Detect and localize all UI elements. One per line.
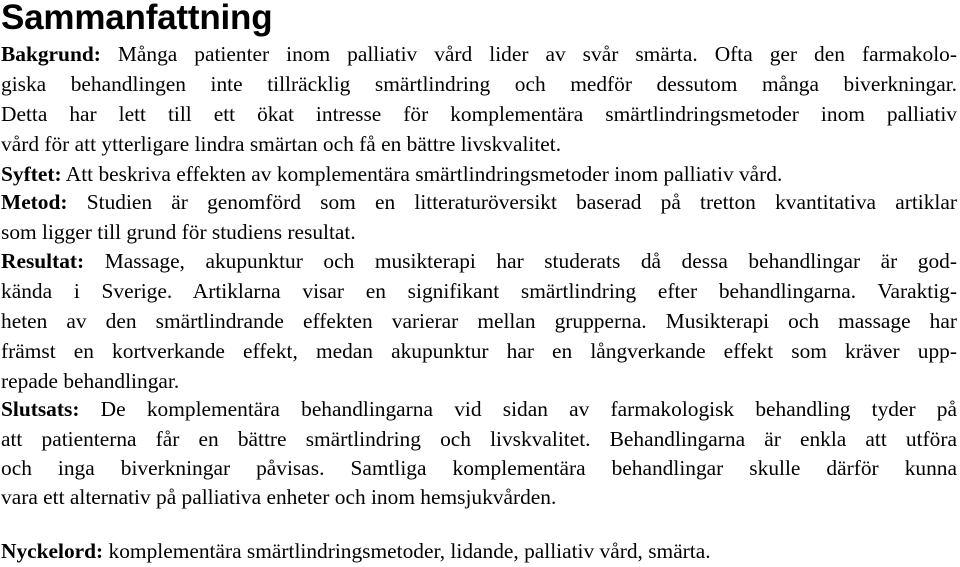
slutsats-line-2: att patienterna får en bättre smärtlindring och livskvalitet. Behandlingarna är enkla att utföra [1, 427, 957, 451]
bakgrund-label: Bakgrund: [1, 42, 101, 66]
metod-line-1 [1, 189, 957, 215]
bakgrund-line-1 [1, 41, 957, 67]
slutsats-line-3: och inga biverkningar påvisas. Samtliga komplementära behandlingar skulle därför kunna [1, 456, 957, 480]
metod-text: Studien är genomförd som en litteraturöversikt baserad på tretton kvantitativa artiklar [67, 190, 957, 214]
bakgrund-line-4: vård för att ytterligare lindra smärtan och få en bättre livskvalitet. [1, 132, 562, 156]
resultat-line-1 [1, 248, 957, 274]
metod-line-2: som ligger till grund för studiens resultat. [1, 220, 356, 244]
syftet-text: Att beskriva effekten av komplementära smärtlindringsmetoder inom palliativ vård. [61, 162, 783, 186]
syftet-line-1 [1, 161, 957, 187]
bakgrund-line-2: giska behandlingen inte tillräcklig smärtlindring och medför dessutom många biverkningar. [1, 72, 957, 96]
nyckelord-label: Nyckelord: [1, 539, 104, 563]
metod-label: Metod: [1, 190, 68, 214]
bakgrund-text: Många patienter inom palliativ vård lider av svår smärta. Ofta ger den farmakolo- [100, 42, 957, 66]
syftet-label: Syftet: [1, 162, 62, 186]
slutsats-text: De komplementära behandlingarna vid sidan av farmakologisk behandling tyder på [79, 397, 957, 421]
bakgrund-line-3: Detta har lett till ett ökat intresse för komplementära smärtlindringsmetoder inom palliativ [1, 102, 957, 126]
resultat-text: Massage, akupunktur och musikterapi har studerats då dessa behandlingar är god- [84, 249, 957, 273]
slutsats-line-4: vara ett alternativ på palliativa enheter och inom hemsjukvården. [1, 485, 557, 509]
resultat-line-3: heten av den smärtlindrande effekten varierar mellan grupperna. Musikterapi och massage har [1, 309, 957, 333]
resultat-line-2: kända i Sverige. Artiklarna visar en signifikant smärtlindring efter behandlingarna. Varaktig- [1, 279, 957, 303]
resultat-line-4: främst en kortverkande effekt, medan akupunktur har en långverkande effekt som kräver upp- [1, 339, 957, 363]
resultat-label: Resultat: [1, 249, 85, 273]
page-title: Sammanfattning [1, 0, 273, 37]
nyckelord-text: komplementära smärtlindringsmetoder, lidande, palliativ vård, smärta. [103, 539, 711, 563]
resultat-line-5: repade behandlingar. [1, 369, 180, 393]
slutsats-label: Slutsats: [1, 397, 80, 421]
nyckelord-line [1, 538, 957, 564]
slutsats-line-1 [1, 396, 957, 422]
